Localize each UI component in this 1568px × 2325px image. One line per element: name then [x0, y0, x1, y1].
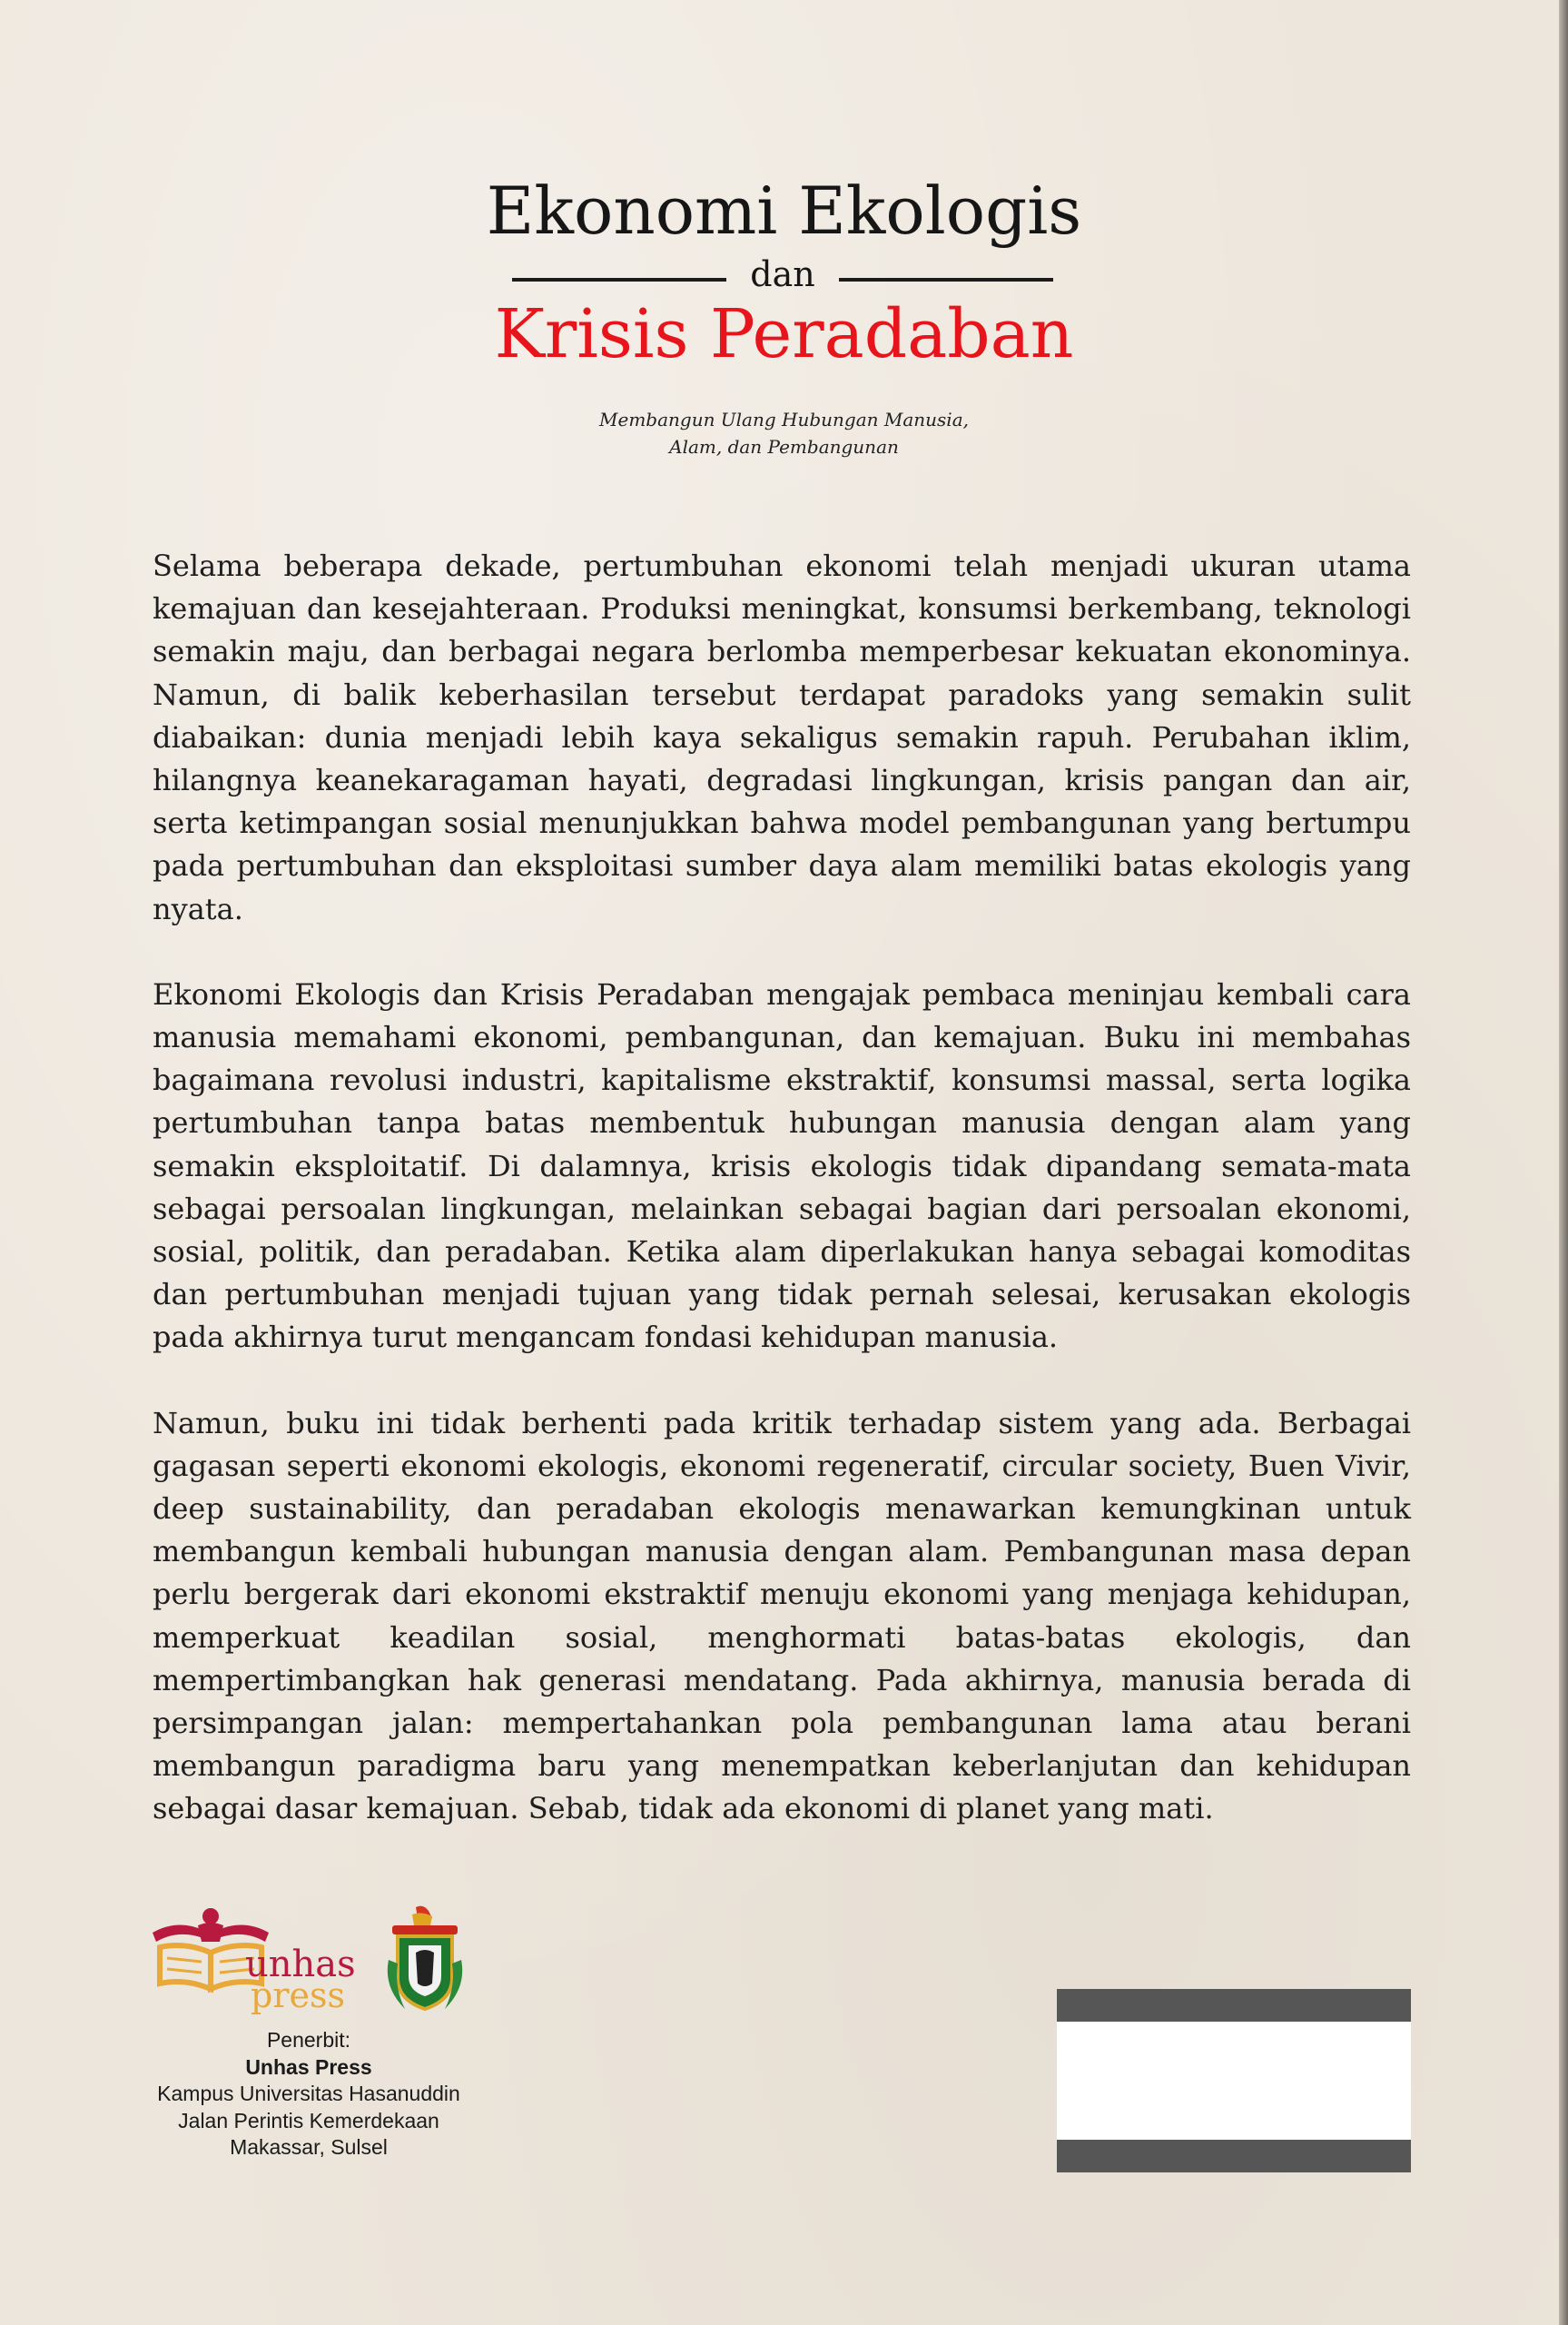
blurb [153, 545, 1411, 1874]
blurb-paragraph-1: Selama beberapa dekade, pertumbuhan ekonomi telah menjadi ukuran utama kemajuan dan kesejahteraan. Produksi meningkat, konsumsi berkembang, teknologi semakin maju, dan berbagai negara berlomba memperbesar kekuatan ekonominya. Namun, di balik keberhasilan tersebut terdapat paradoks yang semakin sulit diabaikan: dunia menjadi lebih kaya sekaligus semakin rapuh. Perubahan iklim, hilangnya keanekaragaman hayati, degradasi lingkungan, krisis pangan dan air, serta ketimpangan sosial menunjukkan bahwa model pembangunan yang bertumpu pada pertumbuhan dan eksploitasi sumber daya alam memiliki batas ekologis yang nyata. [153, 549, 1411, 926]
publisher-info [145, 2027, 472, 2162]
connector-word: dan [750, 254, 815, 294]
blurb-paragraph-3: Namun, buku ini tidak berhenti pada kritik terhadap sistem yang ada. Berbagai gagasan seperti ekonomi ekologis, ekonomi regeneratif, circular society, Buen Vivir, deep sustainability, dan peradaban ekologis menawarkan kemungkinan untuk membangun kembali hubungan manusia dengan alam. Pembangunan masa depan perlu bergerak dari ekonomi ekstraktif menuju ekonomi yang menjaga kehidupan, memperkuat keadilan sosial, menghormati batas-batas ekologis, dan mempertimbangkan hak generasi mendatang. Pada akhirnya, manusia berada di persimpangan jalan: mempertahankan pola pembangunan lama atau berani membangun paradigma baru yang menempatkan keberlanjutan dan kehidupan sebagai dasar kemajuan. Sebab, tidak ada ekonomi di planet yang mati. [153, 1405, 1411, 1826]
unhas-seal-icon [388, 1906, 462, 2009]
publisher-name: Unhas Press [245, 2054, 372, 2079]
publisher-logos [151, 1905, 478, 2023]
subtitle-line-1: Membangun Ulang Hubungan Manusia, [599, 409, 969, 430]
book-title-secondary: Krisis Peradaban [494, 295, 1074, 373]
barcode-bar-bottom [1057, 2140, 1411, 2172]
book-title-main: Ekonomi Ekologis [486, 173, 1082, 249]
publisher-address-1: Kampus Universitas Hasanuddin [157, 2082, 460, 2105]
logo-group [151, 1905, 478, 2023]
publisher-label: Penerbit: [266, 2028, 351, 2052]
barcode-bar-top [1057, 1989, 1411, 2022]
publisher-address-3: Makassar, Sulsel [230, 2135, 388, 2159]
page-edge [1559, 0, 1568, 2325]
publisher-address-2: Jalan Perintis Kemerdekaan [178, 2108, 439, 2132]
unhas-press-logo [153, 1908, 356, 2015]
logo-word-press: press [251, 1975, 345, 2015]
book-subtitle [0, 406, 1568, 460]
connector-rule-right [839, 278, 1053, 282]
barcode-placeholder [1057, 1989, 1411, 2172]
blurb-paragraph-2: Ekonomi Ekologis dan Krisis Peradaban mengajak pembaca meninjau kembali cara manusia memahami ekonomi, pembangunan, dan kemajuan. Buku ini membahas bagaimana revolusi industri, kapitalisme ekstraktif, konsumsi massal, serta logika pertumbuhan tanpa batas membentuk hubungan manusia dengan alam yang semakin eksploitatif. Di dalamnya, krisis ekologis tidak dipandang semata-mata sebagai persoalan lingkungan, melainkan sebagai bagian dari persoalan ekonomi, sosial, politik, dan peradaban. Ketika alam diperlakukan hanya sebagai komoditas dan pertumbuhan menjadi tujuan yang tidak pernah selesai, kerusakan ekologis pada akhirnya turut mengancam fondasi kehidupan manusia. [153, 976, 1411, 1355]
subtitle-line-2: Alam, dan Pembangunan [669, 436, 899, 458]
connector-rule-left [512, 278, 726, 282]
logo-word-unhas: unhas [245, 1944, 356, 1985]
